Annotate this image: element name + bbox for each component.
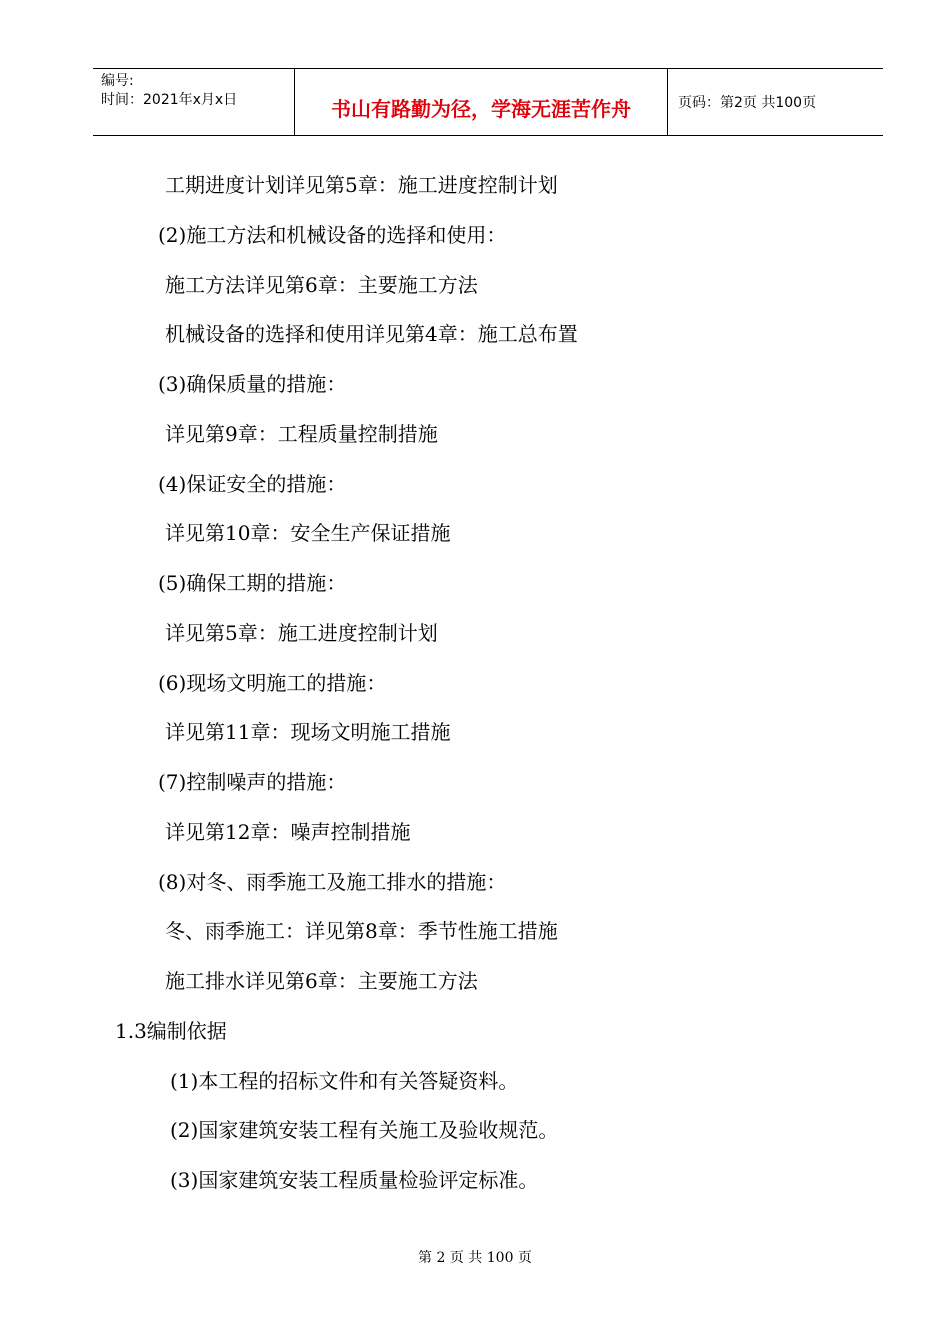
body-line: 机械设备的选择和使用详见第4章：施工总布置 — [165, 322, 578, 346]
body-line: (7)控制噪声的措施： — [158, 770, 347, 794]
body-line: 冬、雨季施工：详见第8章：季节性施工措施 — [165, 919, 558, 943]
body-line: 施工排水详见第6章：主要施工方法 — [165, 969, 478, 993]
page-footer: 第 2 页 共 100 页 — [418, 1250, 532, 1266]
body-line: (4)保证安全的措施： — [158, 472, 347, 496]
header-page-cell — [668, 69, 883, 135]
body-line: (2)国家建筑安装工程有关施工及验收规范。 — [170, 1118, 559, 1142]
document-time-label: 时间：2021年x月x日 — [101, 92, 238, 108]
body-line: (2)施工方法和机械设备的选择和使用： — [158, 223, 507, 247]
section-heading: 1.3编制依据 — [115, 1019, 227, 1043]
document-number-label: 编号: — [101, 73, 134, 89]
body-line: 详见第9章：工程质量控制措施 — [165, 422, 438, 446]
body-line: (3)确保质量的措施： — [158, 372, 347, 396]
body-line: 详见第5章：施工进度控制计划 — [165, 621, 438, 645]
body-line: (8)对冬、雨季施工及施工排水的措施： — [158, 870, 507, 894]
body-line: 详见第11章：现场文明施工措施 — [165, 720, 451, 744]
body-line: (3)国家建筑安装工程质量检验评定标准。 — [170, 1168, 539, 1192]
body-line: 详见第12章：噪声控制措施 — [165, 820, 411, 844]
body-line: 详见第10章：安全生产保证措施 — [165, 521, 451, 545]
header-page-number: 页码：第2页 共100页 — [678, 95, 817, 111]
body-line: (6)现场文明施工的措施： — [158, 671, 387, 695]
header-motto: 书山有路勤为径，学海无涯苦作舟 — [331, 97, 631, 121]
header-info-cell — [93, 69, 295, 135]
body-line: (1)本工程的招标文件和有关答疑资料。 — [170, 1069, 519, 1093]
page-header — [93, 68, 883, 136]
header-motto-cell — [295, 69, 668, 135]
body-line: (5)确保工期的措施： — [158, 571, 347, 595]
body-line: 施工方法详见第6章：主要施工方法 — [165, 273, 478, 297]
body-line: 工期进度计划详见第5章：施工进度控制计划 — [165, 173, 558, 197]
